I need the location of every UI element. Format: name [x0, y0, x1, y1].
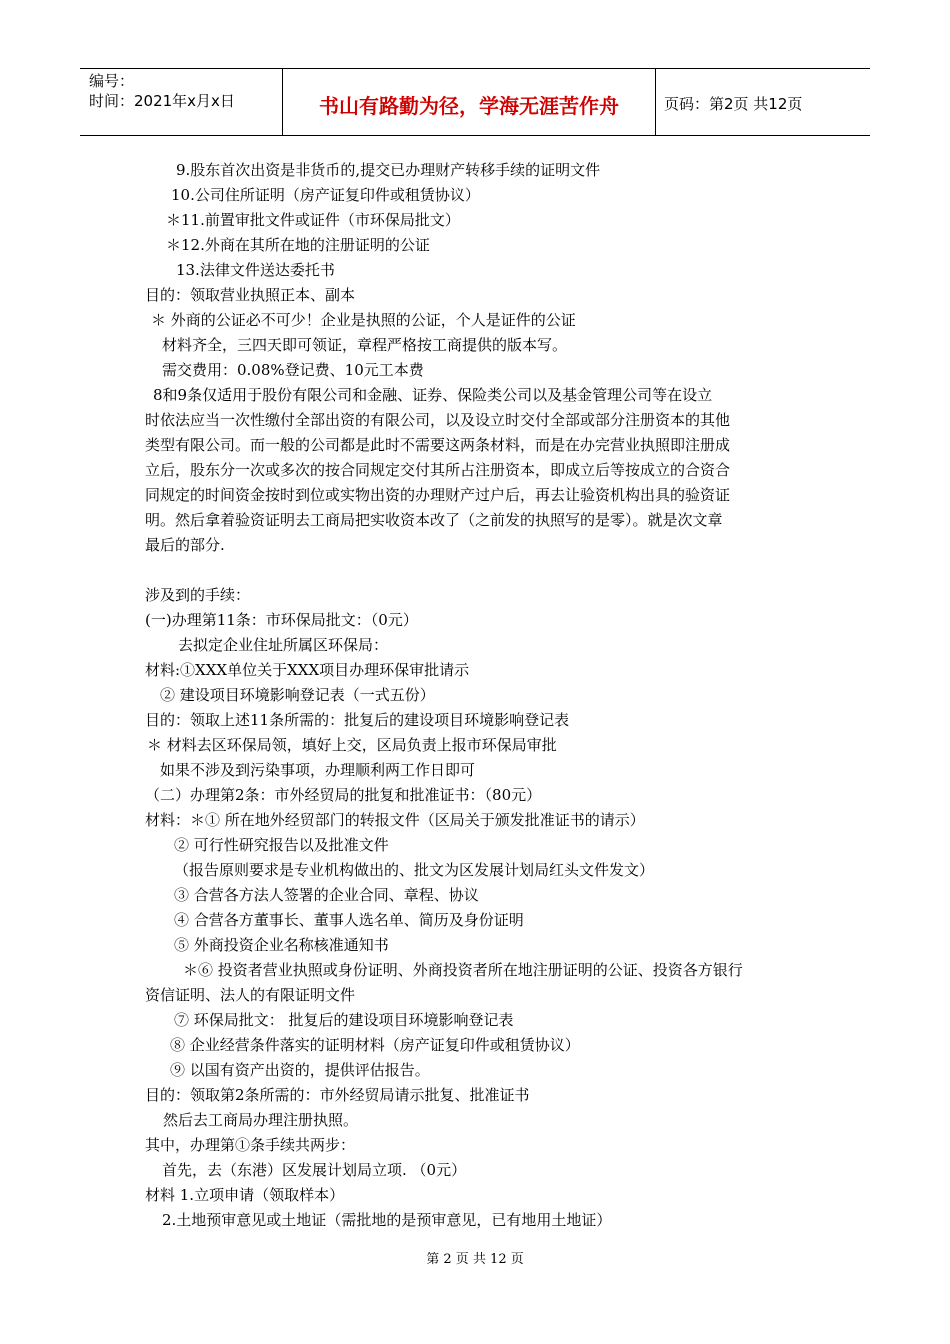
text-line: 资信证明、法人的有限证明文件 [145, 986, 356, 1004]
text-line: 需交费用：0.08%登记费、10元工本费 [162, 361, 424, 379]
text-line: ⑤ 外商投资企业名称核准通知书 [174, 936, 389, 954]
header-motto: 书山有路勤为径，学海无涯苦作舟 [283, 69, 656, 135]
text-line: 立后，股东分一次或多次的按合同规定交付其所占注册资本，即成立后等按成立的合资合 [145, 461, 731, 479]
text-line: 其中，办理第①条手续共两步： [145, 1136, 356, 1154]
text-line: 去拟定企业住址所属区环保局： [178, 636, 389, 654]
text-line: ⑦ 环保局批文： 批复后的建设项目环境影响登记表 [174, 1011, 514, 1029]
text-line: 首先，去（东港）区发展计划局立项. （0元） [162, 1161, 467, 1179]
text-line: 材料 1.立项申请（领取样本） [145, 1186, 345, 1204]
text-line: 目的：领取营业执照正本、副本 [145, 286, 356, 304]
text-line: 材料齐全，三四天即可领证，章程严格按工商提供的版本写。 [162, 336, 568, 354]
text-line: ＊11.前置审批文件或证件（市环保局批文） [166, 211, 460, 229]
document-date: 时间：2021年x月x日 [89, 92, 235, 110]
text-line: ＊12.外商在其所在地的注册证明的公证 [166, 236, 430, 254]
text-line: ＊ 材料去区环保局领，填好上交，区局负责上报市环保局审批 [147, 736, 557, 754]
text-line: （报告原则要求是专业机构做出的、批文为区发展计划局红头文件发文） [174, 861, 655, 879]
text-line: （二）办理第2条：市外经贸局的批复和批准证书：（80元） [145, 786, 542, 804]
text-line: 8和9条仅适用于股份有限公司和金融、证券、保险类公司以及基金管理公司等在设立 [153, 386, 713, 404]
text-line: ② 可行性研究报告以及批准文件 [174, 836, 389, 854]
text-line: 10.公司住所证明（房产证复印件或租赁协议） [171, 186, 480, 204]
text-line: 最后的部分. [145, 536, 225, 554]
text-line: ⑨ 以国有资产出资的，提供评估报告。 [170, 1061, 430, 1079]
text-line: ＊ 外商的公证必不可少！企业是执照的公证，个人是证件的公证 [151, 311, 576, 329]
text-line: ＊⑥ 投资者营业执照或身份证明、外商投资者所在地注册证明的公证、投资各方银行 [183, 961, 743, 979]
header-page-number: 页码：第2页 共12页 [664, 94, 803, 113]
page-footer: 第 2 页 共 12 页 [426, 1252, 524, 1267]
text-line: 13.法律文件送达委托书 [176, 261, 335, 279]
text-line: 类型有限公司。而一般的公司都是此时不需要这两条材料，而是在办完营业执照即注册成 [145, 436, 731, 454]
text-line: 2.土地预审意见或土地证（需批地的是预审意见，已有地用土地证） [162, 1211, 612, 1229]
text-line: ② 建设项目环境影响登记表（一式五份） [160, 686, 435, 704]
text-line: 涉及到的手续： [145, 586, 251, 604]
text-line: 目的：领取第2条所需的：市外经贸局请示批复、批准证书 [145, 1086, 530, 1104]
text-line: 材料：＊① 所在地外经贸部门的转报文件（区局关于颁发批准证书的请示） [145, 811, 645, 829]
text-line: 时依法应当一次性缴付全部出资的有限公司，以及设立时交付全部或部分注册资本的其他 [145, 411, 731, 429]
text-line: (一)办理第11条：市环保局批文：（0元） [145, 611, 418, 629]
text-line: 同规定的时间资金按时到位或实物出资的办理财产过户后，再去让验资机构出具的验资证 [145, 486, 731, 504]
text-line: ⑧ 企业经营条件落实的证明材料（房产证复印件或租赁协议） [170, 1036, 580, 1054]
text-line: 材料:①XXX单位关于XXX项目办理环保审批请示 [145, 661, 470, 679]
text-line: 目的：领取上述11条所需的：批复后的建设项目环境影响登记表 [145, 711, 570, 729]
text-line: 然后去工商局办理注册执照。 [163, 1111, 359, 1129]
text-line: 明。然后拿着验资证明去工商局把实收资本改了（之前发的执照写的是零）。就是次文章 [145, 511, 723, 529]
text-line: ③ 合营各方法人签署的企业合同、章程、协议 [174, 886, 479, 904]
text-line: 9.股东首次出资是非货币的,提交已办理财产转移手续的证明文件 [176, 161, 601, 179]
text-line: 如果不涉及到污染事项，办理顺利两工作日即可 [160, 761, 476, 779]
text-line: ④ 合营各方董事长、董事人选名单、简历及身份证明 [174, 911, 524, 929]
document-number: 编号： [89, 72, 135, 90]
